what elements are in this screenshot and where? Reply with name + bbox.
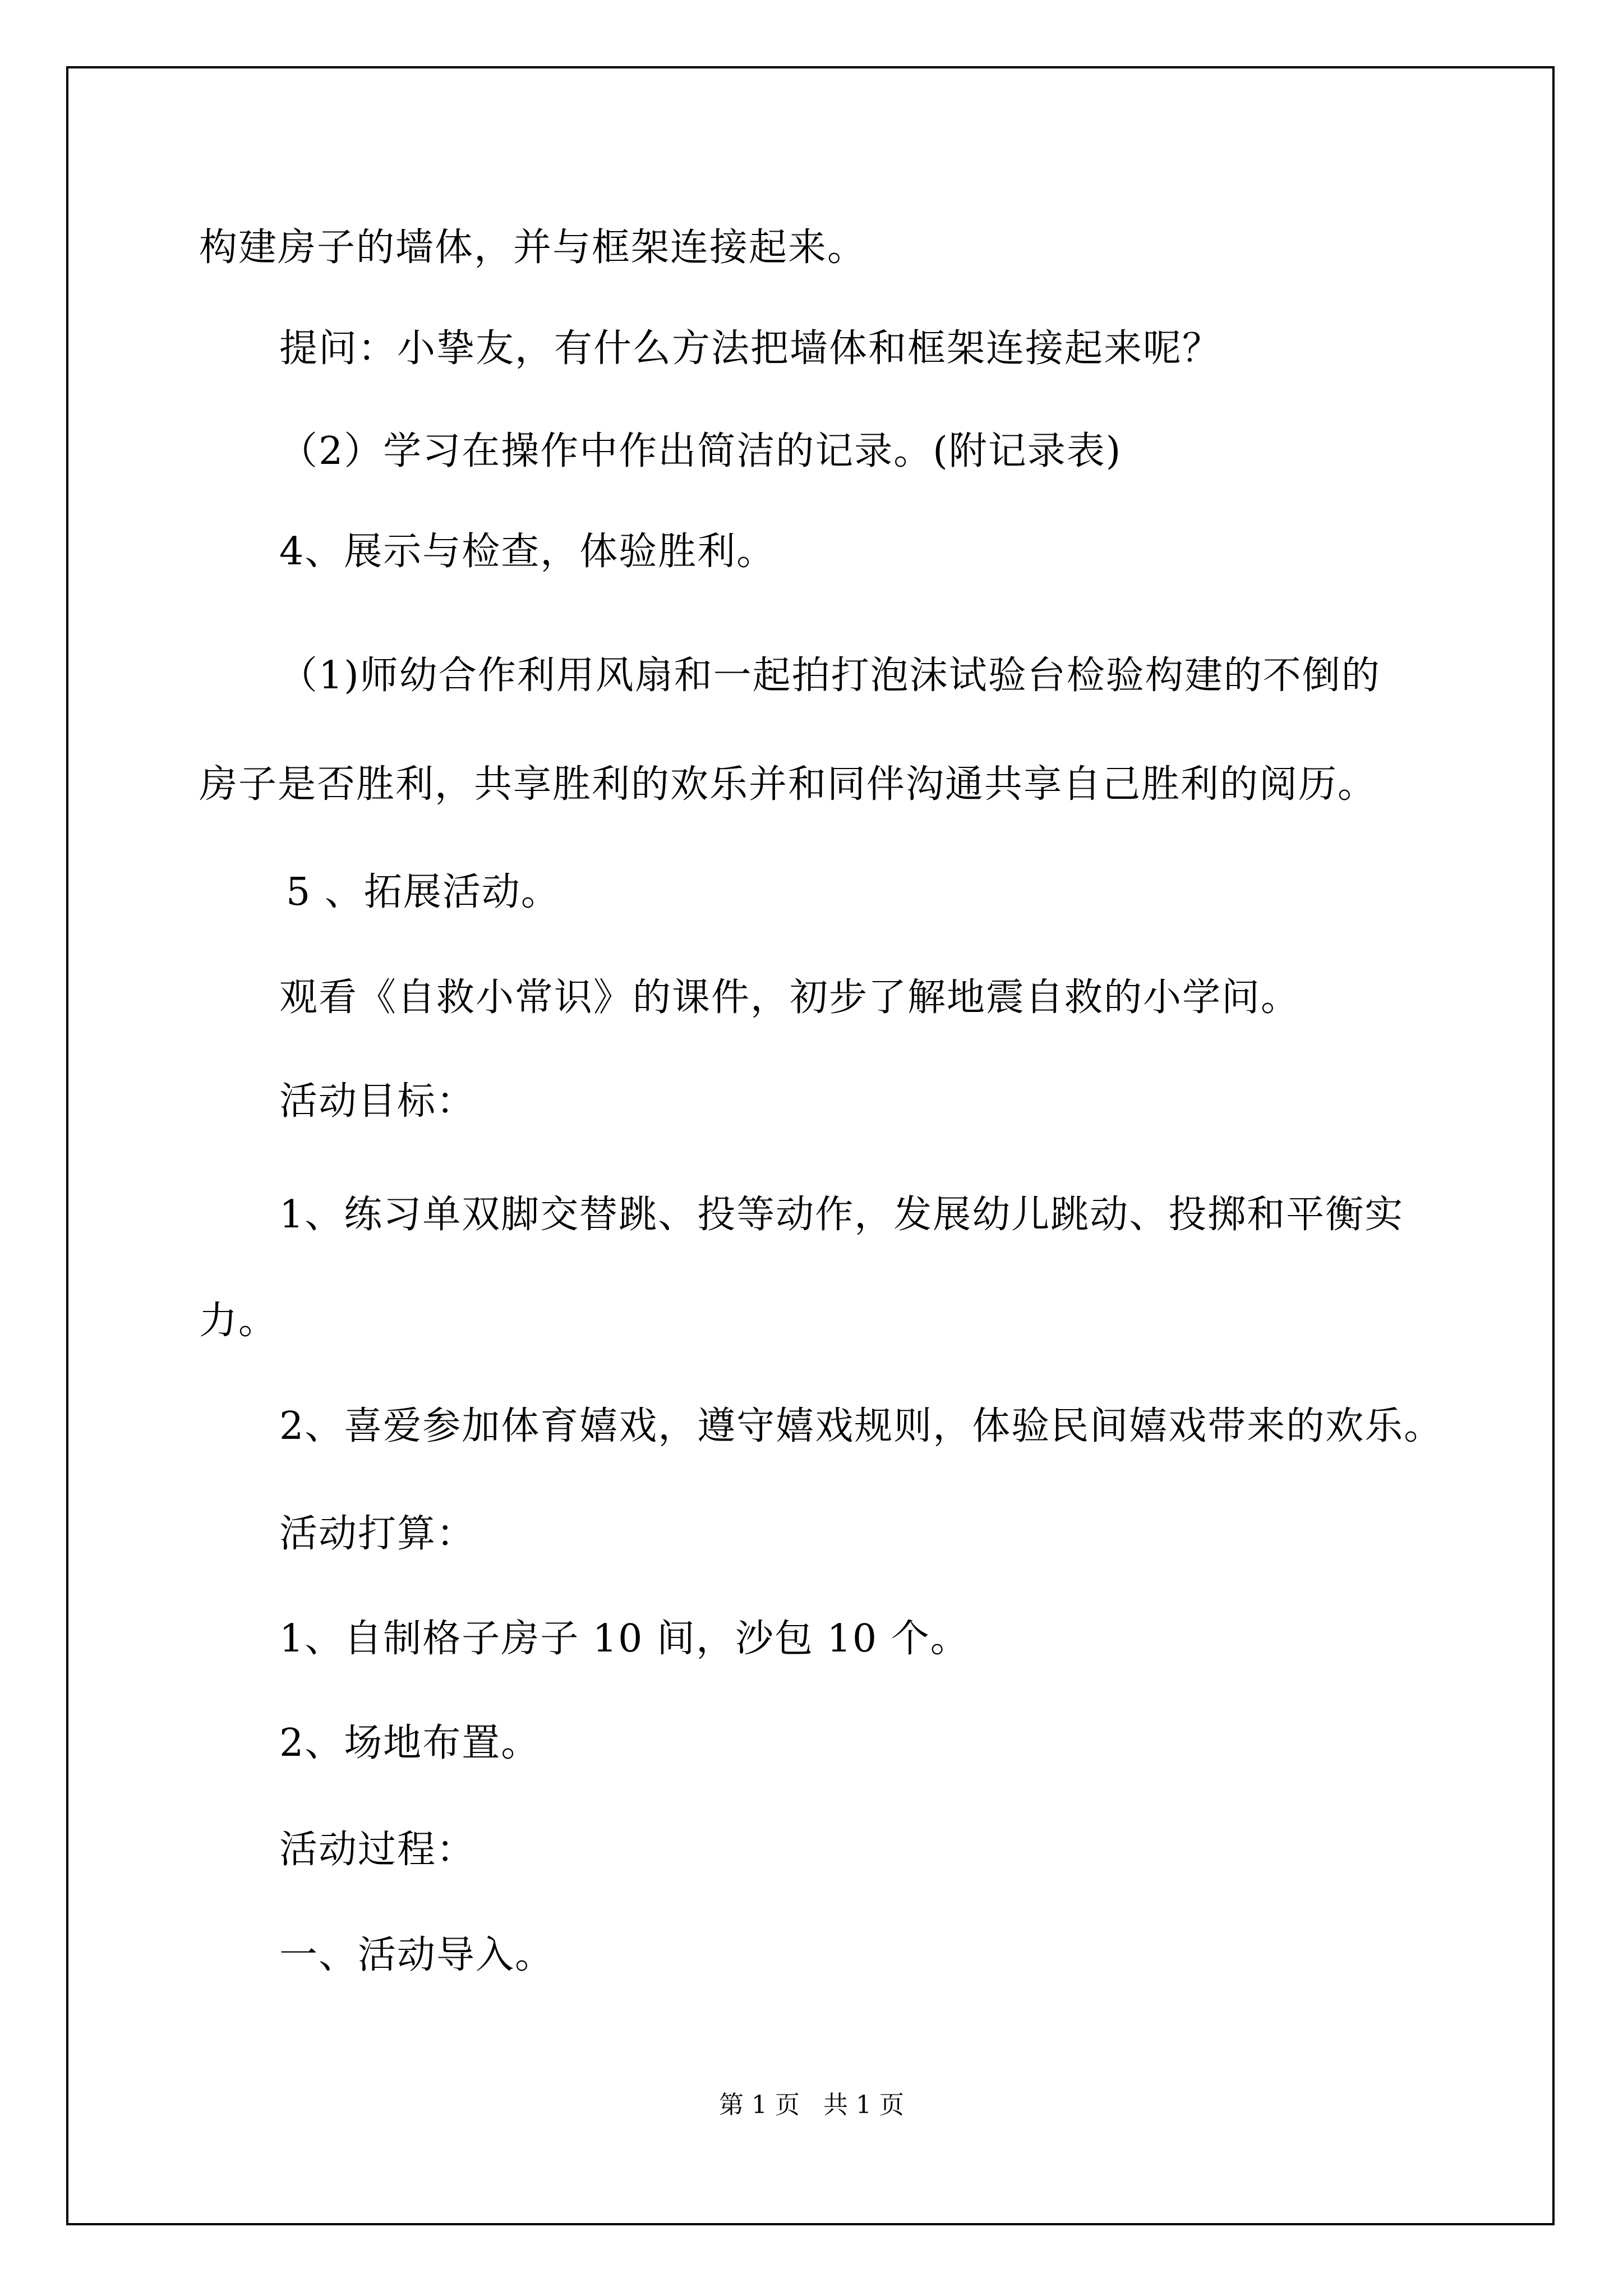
paragraph-line: 提问：小挚友，有什么方法把墙体和框架连接起来呢？ xyxy=(279,326,1222,371)
paragraph-line: 4、展示与检查，体验胜利。 xyxy=(279,530,776,574)
paragraph-line: 一、活动导入。 xyxy=(279,1933,555,1977)
paragraph-line: 1、练习单双脚交替跳、投等动作，发展幼儿跳动、投掷和平衡实 xyxy=(279,1193,1404,1237)
paragraph-line: 活动过程： xyxy=(279,1828,476,1872)
paragraph-line: 5 、拓展活动。 xyxy=(286,870,560,914)
paragraph-line: 房子是否胜利，共享胜利的欢乐并和同伴沟通共享自己胜利的阅历。 xyxy=(199,762,1377,807)
paragraph-line: 构建房子的墙体，并与框架连接起来。 xyxy=(199,226,867,270)
paragraph-line: 2、喜爱参加体育嬉戏，遵守嬉戏规则，体验民间嬉戏带来的欢乐。 xyxy=(279,1404,1444,1448)
paragraph-line: （2）学习在操作中作出简洁的记录。(附记录表) xyxy=(279,429,1122,473)
paragraph-line: 观看《自救小常识》的课件，初步了解地震自救的小学问。 xyxy=(279,976,1301,1020)
paragraph-line: 2、场地布置。 xyxy=(279,1721,541,1765)
paragraph-line: 活动打算： xyxy=(279,1512,476,1556)
page-number-footer: 第 1 页 共 1 页 xyxy=(719,2091,904,2119)
paragraph-line: 1、自制格子房子 10 间，沙包 10 个。 xyxy=(279,1617,970,1661)
paragraph-line: 活动目标： xyxy=(279,1079,476,1124)
paragraph-line: 力。 xyxy=(199,1299,278,1343)
page-border xyxy=(66,66,1555,2225)
paragraph-line: （1)师幼合作利用风扇和一起拍打泡沫试验台检验构建的不倒的 xyxy=(279,654,1381,698)
